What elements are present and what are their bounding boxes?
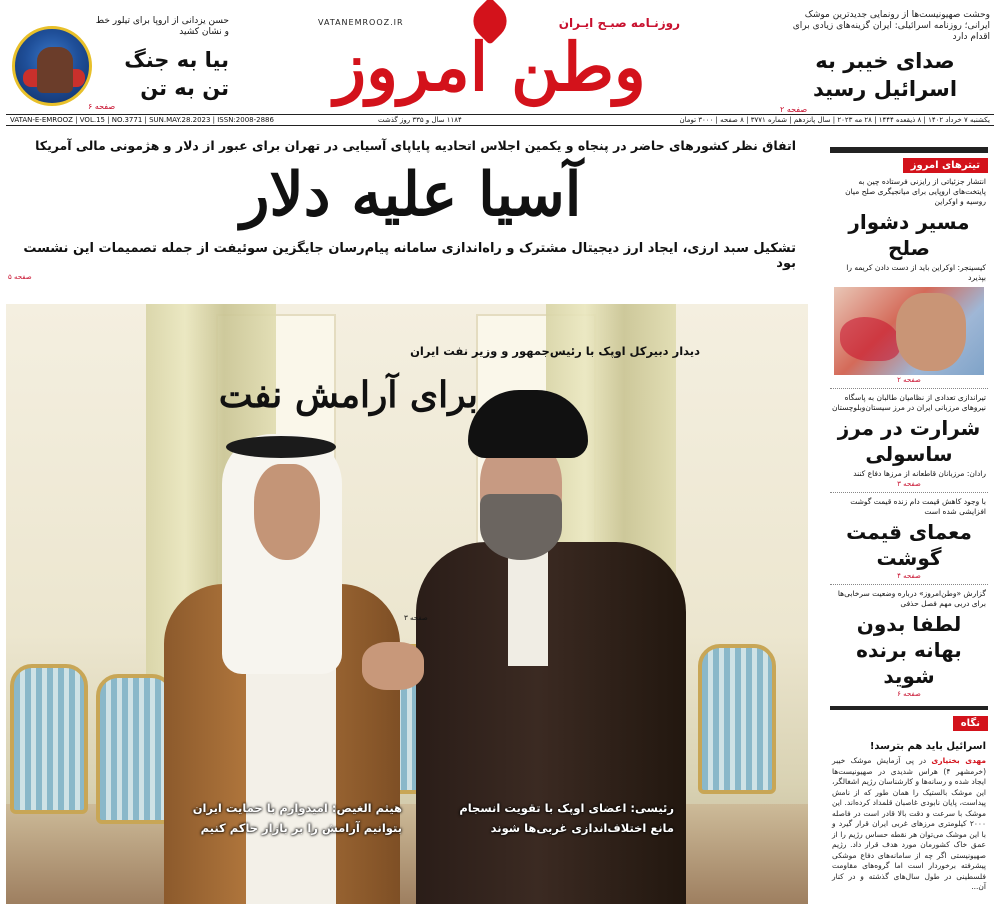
photo-headline[interactable]: برای آرامش نفت xyxy=(218,374,478,416)
teaser-headline[interactable]: بیا به جنگ تن به تن xyxy=(124,48,229,100)
teaser-kicker: حسن یزدانی از اروپا برای تیلور خط و نشان کشید xyxy=(95,16,229,37)
opinion-body xyxy=(830,756,988,893)
photo-kicker: دیدار دبیرکل اوپک با رئیس‌جمهور و وزیر نفت ایران xyxy=(410,344,700,358)
story-kicker: گزارش «وطن‌امروز» درباره وضعیت سرخابی‌ها برای دربی مهم فصل حذفی xyxy=(837,589,986,608)
masthead-left-teaser[interactable] xyxy=(8,12,233,111)
story-kicker: تیراندازی تعدادی از نظامیان طالبان به پاسگاه نیروهای مرزبانی ایران در مرز سیستان‌وبلوچستان xyxy=(831,393,986,412)
story-image xyxy=(834,287,984,375)
masthead-right-teaser[interactable] xyxy=(780,10,990,114)
opinion-tag: نگاه xyxy=(953,716,988,731)
masthead xyxy=(0,0,1000,114)
story-page-ref: صفحه ۳ xyxy=(897,480,921,488)
caption-left: هیثم الغیص: امیدوارم با حمایت ایران بتوانیم آرامش را بر بازار حاکم کنیم xyxy=(192,801,402,835)
story-sub: کیسینجر: اوکراین باید از دست دادن کریمه را بپذیرد xyxy=(846,263,986,282)
story-page-ref: صفحه ۶ xyxy=(897,690,921,698)
issue-latin-info: VATAN-E-EMROOZ | VOL.15 | NO.3771 | SUN.MAY.28.2023 | ISSN:2008-2886 xyxy=(10,116,274,124)
issue-elapsed-info: ۱۱۸۴ سال و ۳۳۵ روز گذشت xyxy=(378,116,462,124)
teaser-page-ref: صفحه ۲ xyxy=(780,105,808,114)
issue-info-bar xyxy=(6,114,994,126)
armchair xyxy=(698,644,776,794)
main-overline: اتفاق نظر کشورهای حاضر در پنجاه و یکمین اجلاس اتحادیه پایاپای آسیایی در تهران برای عبور از دلار و هژمونی مالی آمریکا xyxy=(35,138,796,153)
armchair xyxy=(10,664,88,814)
issue-date-info: یکشنبه ۷ خرداد ۱۴۰۲ | ۸ ذیقعده ۱۴۴۴ | ۲۸ مه ۲۰۲۳ | سال پانزدهم | شماره ۳۷۷۱ | ۸ صفحه | ۳۰۰۰ تومان xyxy=(679,116,990,124)
sidebar-section-tag: تیترهای امروز xyxy=(903,158,988,173)
teaser-headline[interactable]: صدای خیبر به اسرائیل رسید xyxy=(812,49,958,101)
sidebar-story[interactable] xyxy=(830,497,988,580)
divider xyxy=(830,388,988,389)
lead-photo[interactable] xyxy=(6,304,808,904)
story-headline[interactable]: معمای قیمت گوشت xyxy=(846,520,972,570)
opinion-text: در پی آزمایش موشک خیبر (خرمشهر ۴) هراس شدیدی در صهیونیست‌ها ایجاد شده و رسانه‌ها و کارشناسان رژیم اشغالگر، این موشک بالستیک را همان طور که از نامش پیداست، پایان نابودی غاصبان قلمداد کرده‌اند. این موشک با سرعت و دقت بالا قادر است در فاصله ۲۰۰۰ کیلومتری مرزهای غربی ایران قرار گیرد و با این موشک می‌توان هر نقطه حساس رژیم را از عمق خاک کشورمان مورد هدف قرار داد. رژیم صهیونیستی اگر چه از سامانه‌های دفاع موشکی پیشرفته برخوردار است اما گروه‌های مقاومت فلسطینی در طول سال‌های گذشته و در کنار آن... xyxy=(832,756,986,891)
newspaper-logo[interactable]: وطن امروز xyxy=(334,28,646,106)
teaser-kicker: وحشت صهیونیست‌ها از رونمایی جدیدترین موشک ایرانی؛ روزنامه اسرائیلی: ایران گزینه‌های زیادی برای اقدام دارد xyxy=(792,10,990,42)
story-page-ref: صفحه ۲ xyxy=(897,376,921,384)
story-kicker: انتشار جزئیاتی از رایزنی فرستاده چین به پایتخت‌های اروپایی برای میانجیگری صلح میان روسیه و اوکراین xyxy=(845,177,986,206)
wrestler-thumbnail xyxy=(12,26,92,106)
divider xyxy=(830,584,988,585)
main-page-ref: صفحه ۵ xyxy=(8,273,32,281)
opinion-box[interactable] xyxy=(830,706,988,893)
story-kicker: با وجود کاهش قیمت دام زنده قیمت گوشت افزایشی شده است xyxy=(850,497,986,516)
sidebar-story[interactable] xyxy=(830,589,988,698)
story-headline[interactable]: لطفا بدون بهانه برنده شوید xyxy=(856,612,962,688)
opinion-author: مهدی بختیاری xyxy=(931,756,986,765)
caption-right: رئیسی: اعضای اوپک با تقویت انسجام مانع اختلاف‌اندازی غربی‌ها شوند xyxy=(459,801,674,835)
site-url[interactable]: VATANEMROOZ.IR xyxy=(318,18,404,27)
story-sub: رادان: مرزبانان قاطعانه از مرزها دفاع کنند xyxy=(853,469,986,478)
logo-block xyxy=(240,4,740,112)
teaser-page-ref: صفحه ۶ xyxy=(88,102,116,111)
divider xyxy=(830,492,988,493)
story-headline[interactable]: شرارت در مرز ساسولی xyxy=(837,416,981,466)
photo-page-ref: صفحه ۳ xyxy=(404,614,428,622)
handshake xyxy=(362,642,424,690)
main-story xyxy=(6,134,816,281)
sidebar xyxy=(830,147,988,907)
main-subline: تشکیل سبد ارزی، ایجاد ارز دیجیتال مشترک و راه‌اندازی سامانه پیام‌رسان جایگزین سوئیفت از جمله تصمیمات این نشست بود xyxy=(23,241,796,271)
sidebar-story[interactable] xyxy=(830,393,988,488)
sidebar-story[interactable] xyxy=(830,177,988,384)
main-headline[interactable]: آسیا علیه دلار xyxy=(240,160,582,230)
tagline: روزنـامه صبـح ایـران xyxy=(558,16,680,30)
story-headline[interactable]: مسیر دشوار صلح xyxy=(848,210,970,260)
story-page-ref: صفحه ۴ xyxy=(897,572,921,580)
opinion-headline[interactable]: اسرائیل باید هم بترسد! xyxy=(869,741,986,752)
